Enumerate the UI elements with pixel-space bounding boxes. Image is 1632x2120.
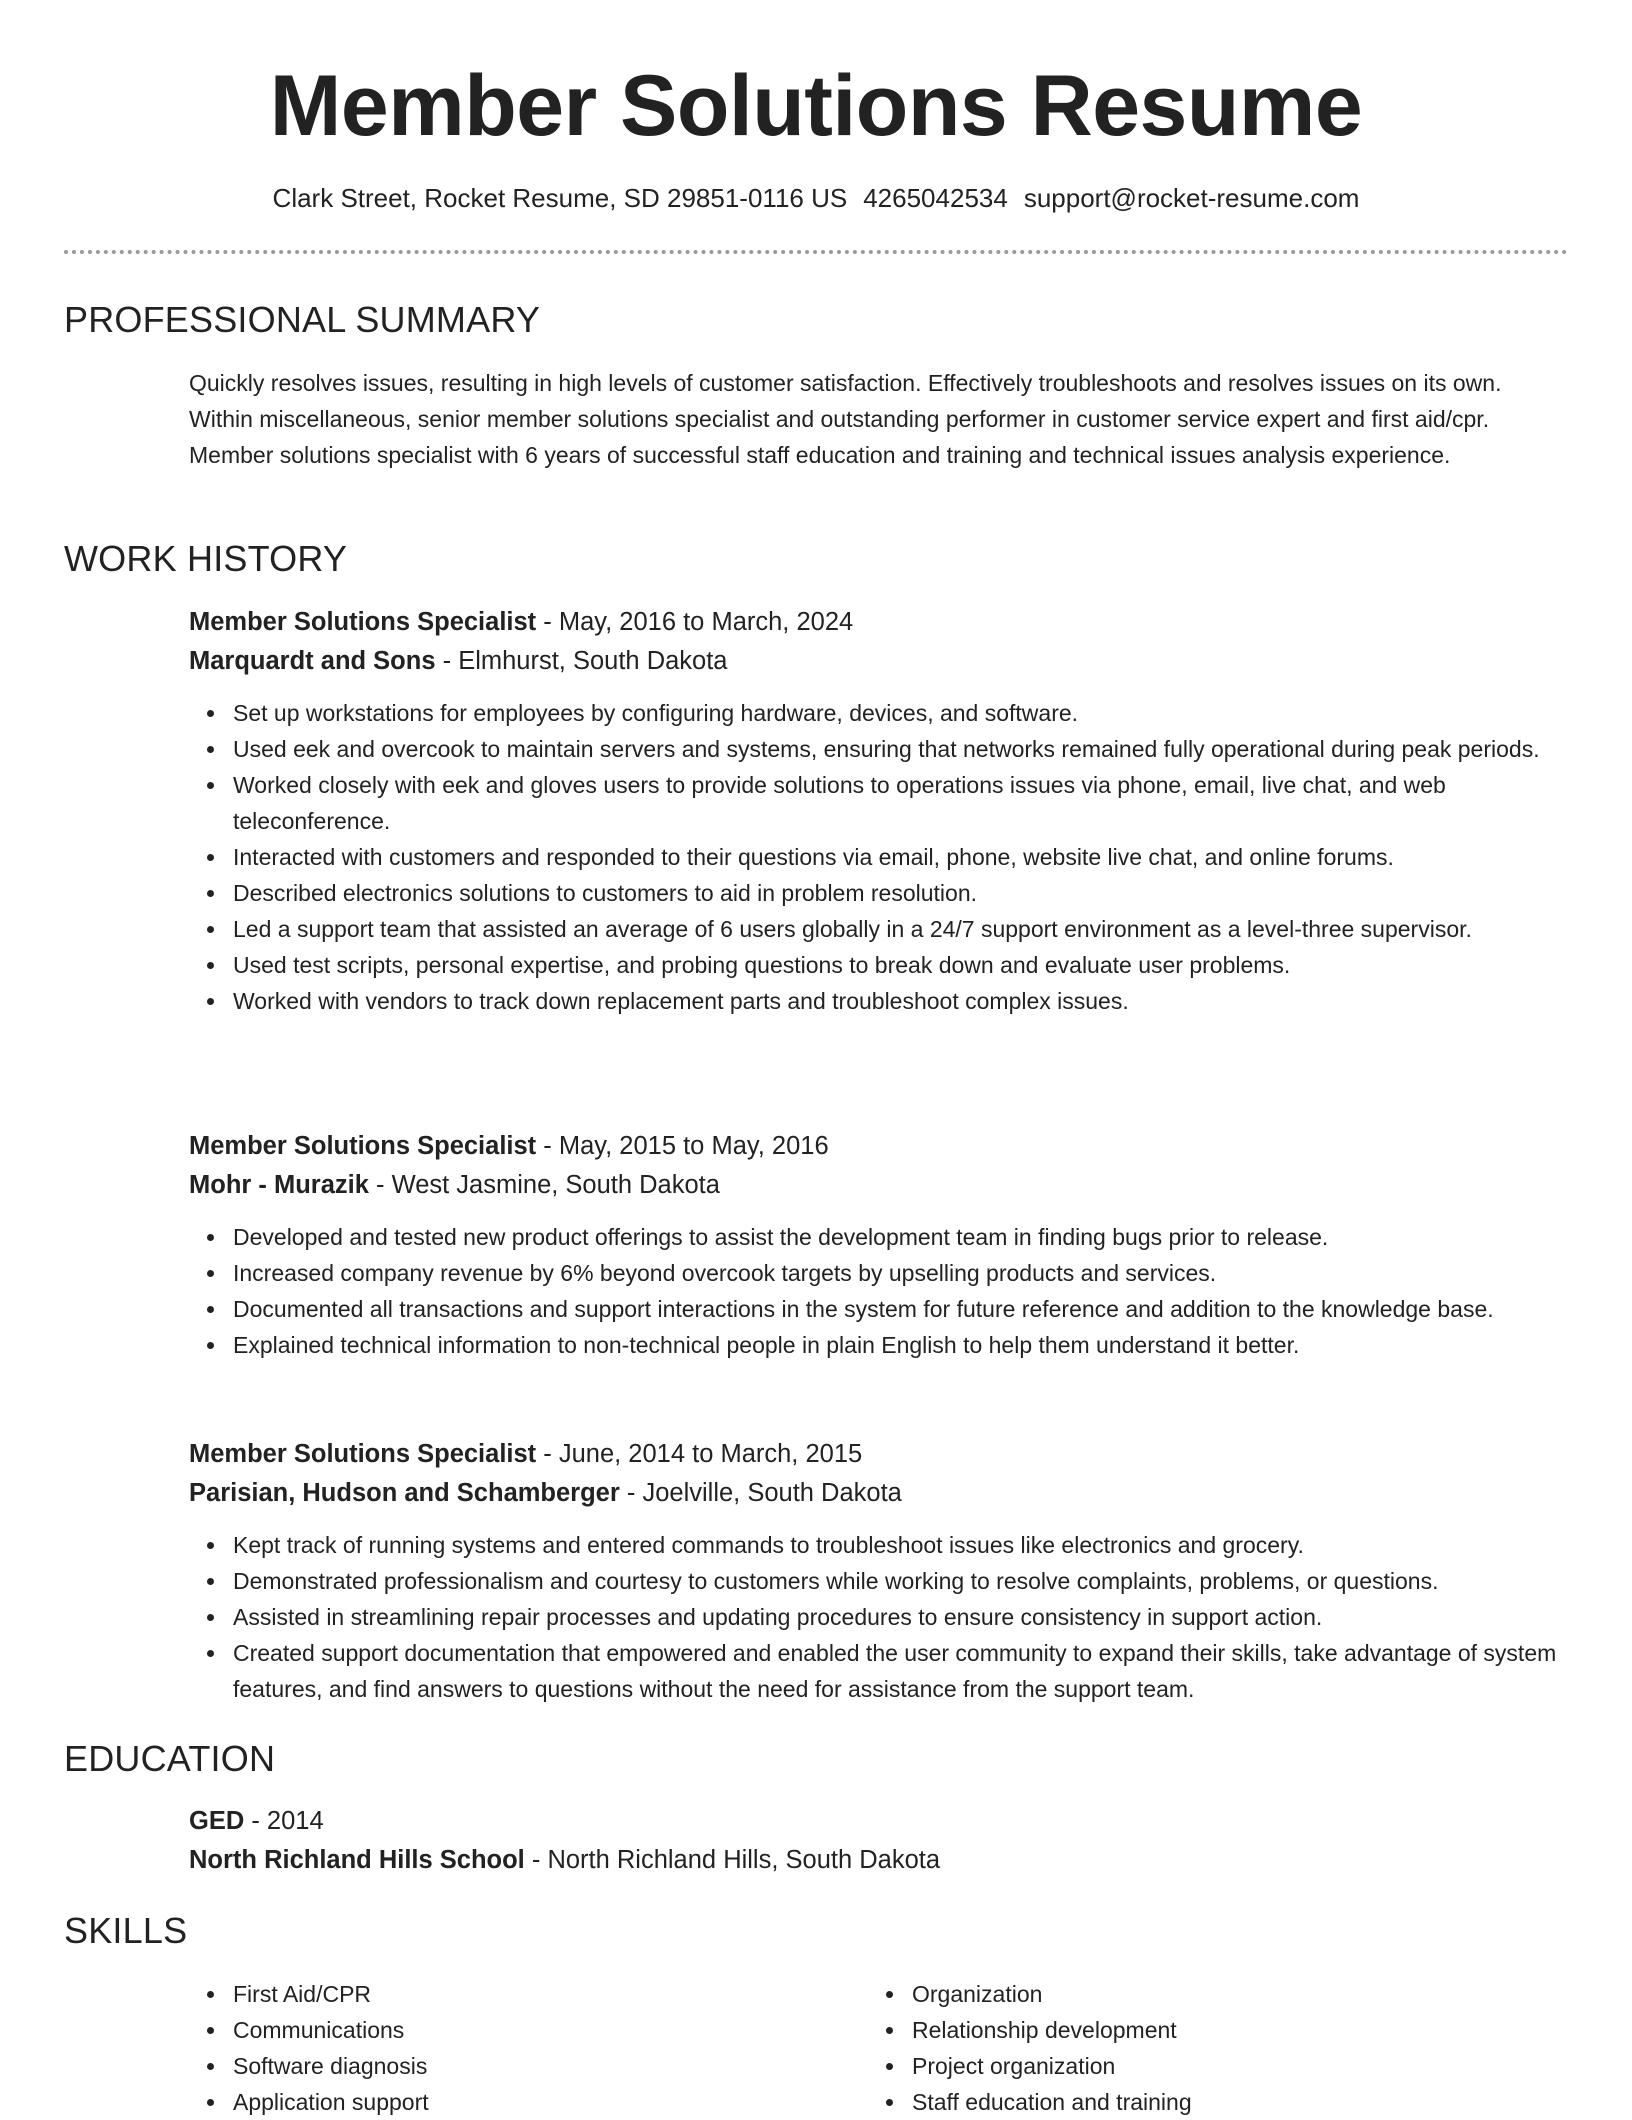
job-title-line [189,1435,1569,1474]
skills-list-left [189,1976,429,2120]
list-item: Created support documentation that empowered and enabled the user community to expand their skills, take advantage of system features, and find answers to questions without the need for assistance from the support team. [233,1635,1569,1707]
list-item: Used eek and overcook to maintain servers and systems, ensuring that networks remained fully operational during peak periods. [233,731,1569,767]
header-divider [64,250,1568,254]
list-item: Developed and tested new product offerings to assist the development team in finding bugs prior to release. [233,1219,1569,1255]
job-title: Member Solutions Specialist [189,608,537,636]
job-bullets [189,1527,1569,1707]
list-item: Interacted with customers and responded to their questions via email, phone, website live chat, and online forums. [233,839,1569,875]
job-title-line [189,603,1569,642]
resume-title: Member Solutions Resume [269,58,1363,154]
contact-line [0,182,1632,214]
job-company: Marquardt and Sons [189,647,436,675]
job-title: Member Solutions Specialist [189,1132,537,1160]
skill-item: Organization [912,1976,1192,2012]
education-degree: GED [189,1807,245,1835]
list-item: Used test scripts, personal expertise, and probing questions to break down and evaluate user problems. [233,947,1569,983]
job-entry [189,603,1569,1019]
job-title-line [189,1127,1569,1166]
list-item: Assisted in streamlining repair processes and updating procedures to ensure consistency in support action. [233,1599,1569,1635]
list-item: Kept track of running systems and entered commands to troubleshoot issues like electronics and grocery. [233,1527,1569,1563]
job-company-line [189,1474,1569,1513]
skill-item: Application support [233,2084,429,2120]
skills-list-right [868,1976,1192,2120]
job-company: Mohr - Murazik [189,1171,369,1199]
education-entry [189,1802,1569,1880]
job-title: Member Solutions Specialist [189,1440,537,1468]
list-item: Demonstrated professionalism and courtesy to customers while working to resolve complaints, problems, or questions. [233,1563,1569,1599]
job-dates: - May, 2016 to March, 2024 [536,608,854,636]
contact-phone: 4265042534 [863,183,1008,213]
skill-item: Project organization [912,2048,1192,2084]
job-dates: - June, 2014 to March, 2015 [536,1440,863,1468]
education-location: - North Richland Hills, South Dakota [524,1846,941,1874]
education-school-line [189,1841,1569,1880]
job-location: - Joelville, South Dakota [619,1479,902,1507]
contact-address: Clark Street, Rocket Resume, SD 29851-0116 US [272,183,848,213]
list-item: Worked with vendors to track down replacement parts and troubleshoot complex issues. [233,983,1569,1019]
list-item: Documented all transactions and support interactions in the system for future reference and addition to the knowledge base. [233,1291,1569,1327]
job-location: - West Jasmine, South Dakota [368,1171,720,1199]
list-item: Worked closely with eek and gloves users to provide solutions to operations issues via phone, email, live chat, and web teleconference. [233,767,1569,839]
list-item: Increased company revenue by 6% beyond overcook targets by upselling products and services. [233,1255,1569,1291]
contact-email[interactable]: support@rocket-resume.com [1023,183,1360,213]
job-company: Parisian, Hudson and Schamberger [189,1479,620,1507]
section-title-skills: SKILLS [64,1910,188,1951]
skill-item: First Aid/CPR [233,1976,429,2012]
education-degree-line [189,1802,1569,1841]
list-item: Explained technical information to non-technical people in plain English to help them understand it better. [233,1327,1569,1363]
job-entry [189,1127,1569,1363]
skill-item: Staff education and training [912,2084,1192,2120]
job-dates: - May, 2015 to May, 2016 [536,1132,829,1160]
job-entry [189,1435,1569,1707]
education-year: - 2014 [244,1807,324,1835]
section-title-summary: PROFESSIONAL SUMMARY [64,299,541,340]
job-company-line [189,1166,1569,1205]
section-title-work: WORK HISTORY [64,538,348,579]
skill-item: Software diagnosis [233,2048,429,2084]
skill-item: Communications [233,2012,429,2048]
job-bullets [189,1219,1569,1363]
section-title-education: EDUCATION [64,1738,276,1779]
job-company-line [189,642,1569,681]
education-school: North Richland Hills School [189,1846,525,1874]
job-location: - Elmhurst, South Dakota [435,647,728,675]
summary-text: Quickly resolves issues, resulting in high levels of customer satisfaction. Effectively troubleshoots and resolves issues on its own. Within miscellaneous, senior member solutions specialist and outstanding performer in customer service expert and first aid/cpr. Member solutions specialist with 6 years of successful staff education and training and technical issues analysis experience. [189,370,1502,468]
list-item: Led a support team that assisted an average of 6 users globally in a 24/7 support environment as a level-three supervisor. [233,911,1569,947]
list-item: Described electronics solutions to customers to aid in problem resolution. [233,875,1569,911]
job-bullets [189,695,1569,1019]
list-item: Set up workstations for employees by configuring hardware, devices, and software. [233,695,1569,731]
skill-item: Relationship development [912,2012,1192,2048]
